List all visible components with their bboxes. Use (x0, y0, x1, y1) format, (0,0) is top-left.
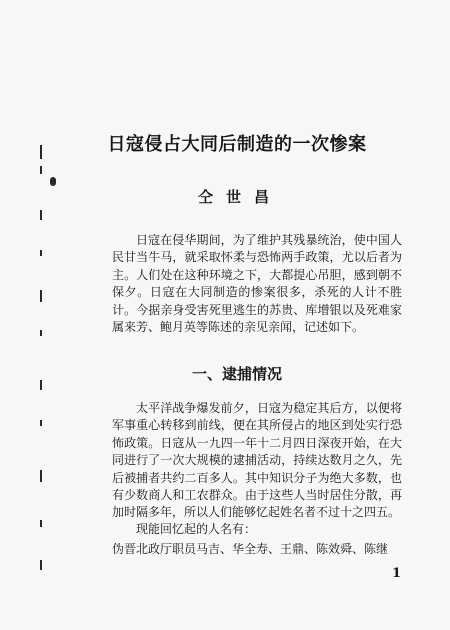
binding-mark (40, 420, 42, 426)
page-number: 1 (392, 566, 402, 581)
binding-mark (40, 470, 42, 482)
binding-mark (40, 520, 42, 527)
binding-mark (40, 250, 42, 256)
binding-mark (40, 290, 42, 302)
author-name: 仝世昌 (197, 188, 282, 206)
binding-mark (50, 177, 56, 186)
intro-paragraph: 日寇在侵华期间，为了维护其残暴统治，使中国人民甘当牛马，就采取怀柔与恐怖两手政策，尤以后者为主。人们处在这种环境之下，大都提心吊胆，感到朝不保夕。日寇在大同制造的惨案很多，杀死的人计不胜计。今据亲身受害死里逃生的苏贵、库增银以及死难家属来芳、鲍月英等陈述的亲见亲闻，记述如下。 (112, 233, 402, 335)
binding-mark (40, 560, 42, 570)
section-heading: 一、逮捕情况 (191, 365, 282, 383)
article-title: 日寇侵占大同后制造的一次惨案 (107, 134, 367, 155)
section-paragraph: 太平洋战争爆发前夕，日寇为稳定其后方，以便将军事重心转移到前线，便在其所侵占的地区到处实行恐怖政策。日寇从一九四一年十二月四日深夜开始，在大同进行了一次大规模的逮捕活动，持续达数月之久，先后被捕者共约二百多人。其中知识分子为绝大多数，也有少数商人和工农群众。由于这些人当时居住分散，再加时隔多年，所以人们能够忆起姓名者不过十之四五。 (112, 401, 402, 520)
binding-mark (40, 330, 42, 336)
binding-mark (40, 210, 42, 220)
binding-mark (40, 166, 42, 174)
names-line: 伪晋北政厅职员马吉、华全寿、王鼎、陈效舜、陈继 (112, 542, 389, 556)
binding-edge (0, 0, 60, 630)
recall-line: 现能回忆起的人名有： (136, 522, 257, 536)
